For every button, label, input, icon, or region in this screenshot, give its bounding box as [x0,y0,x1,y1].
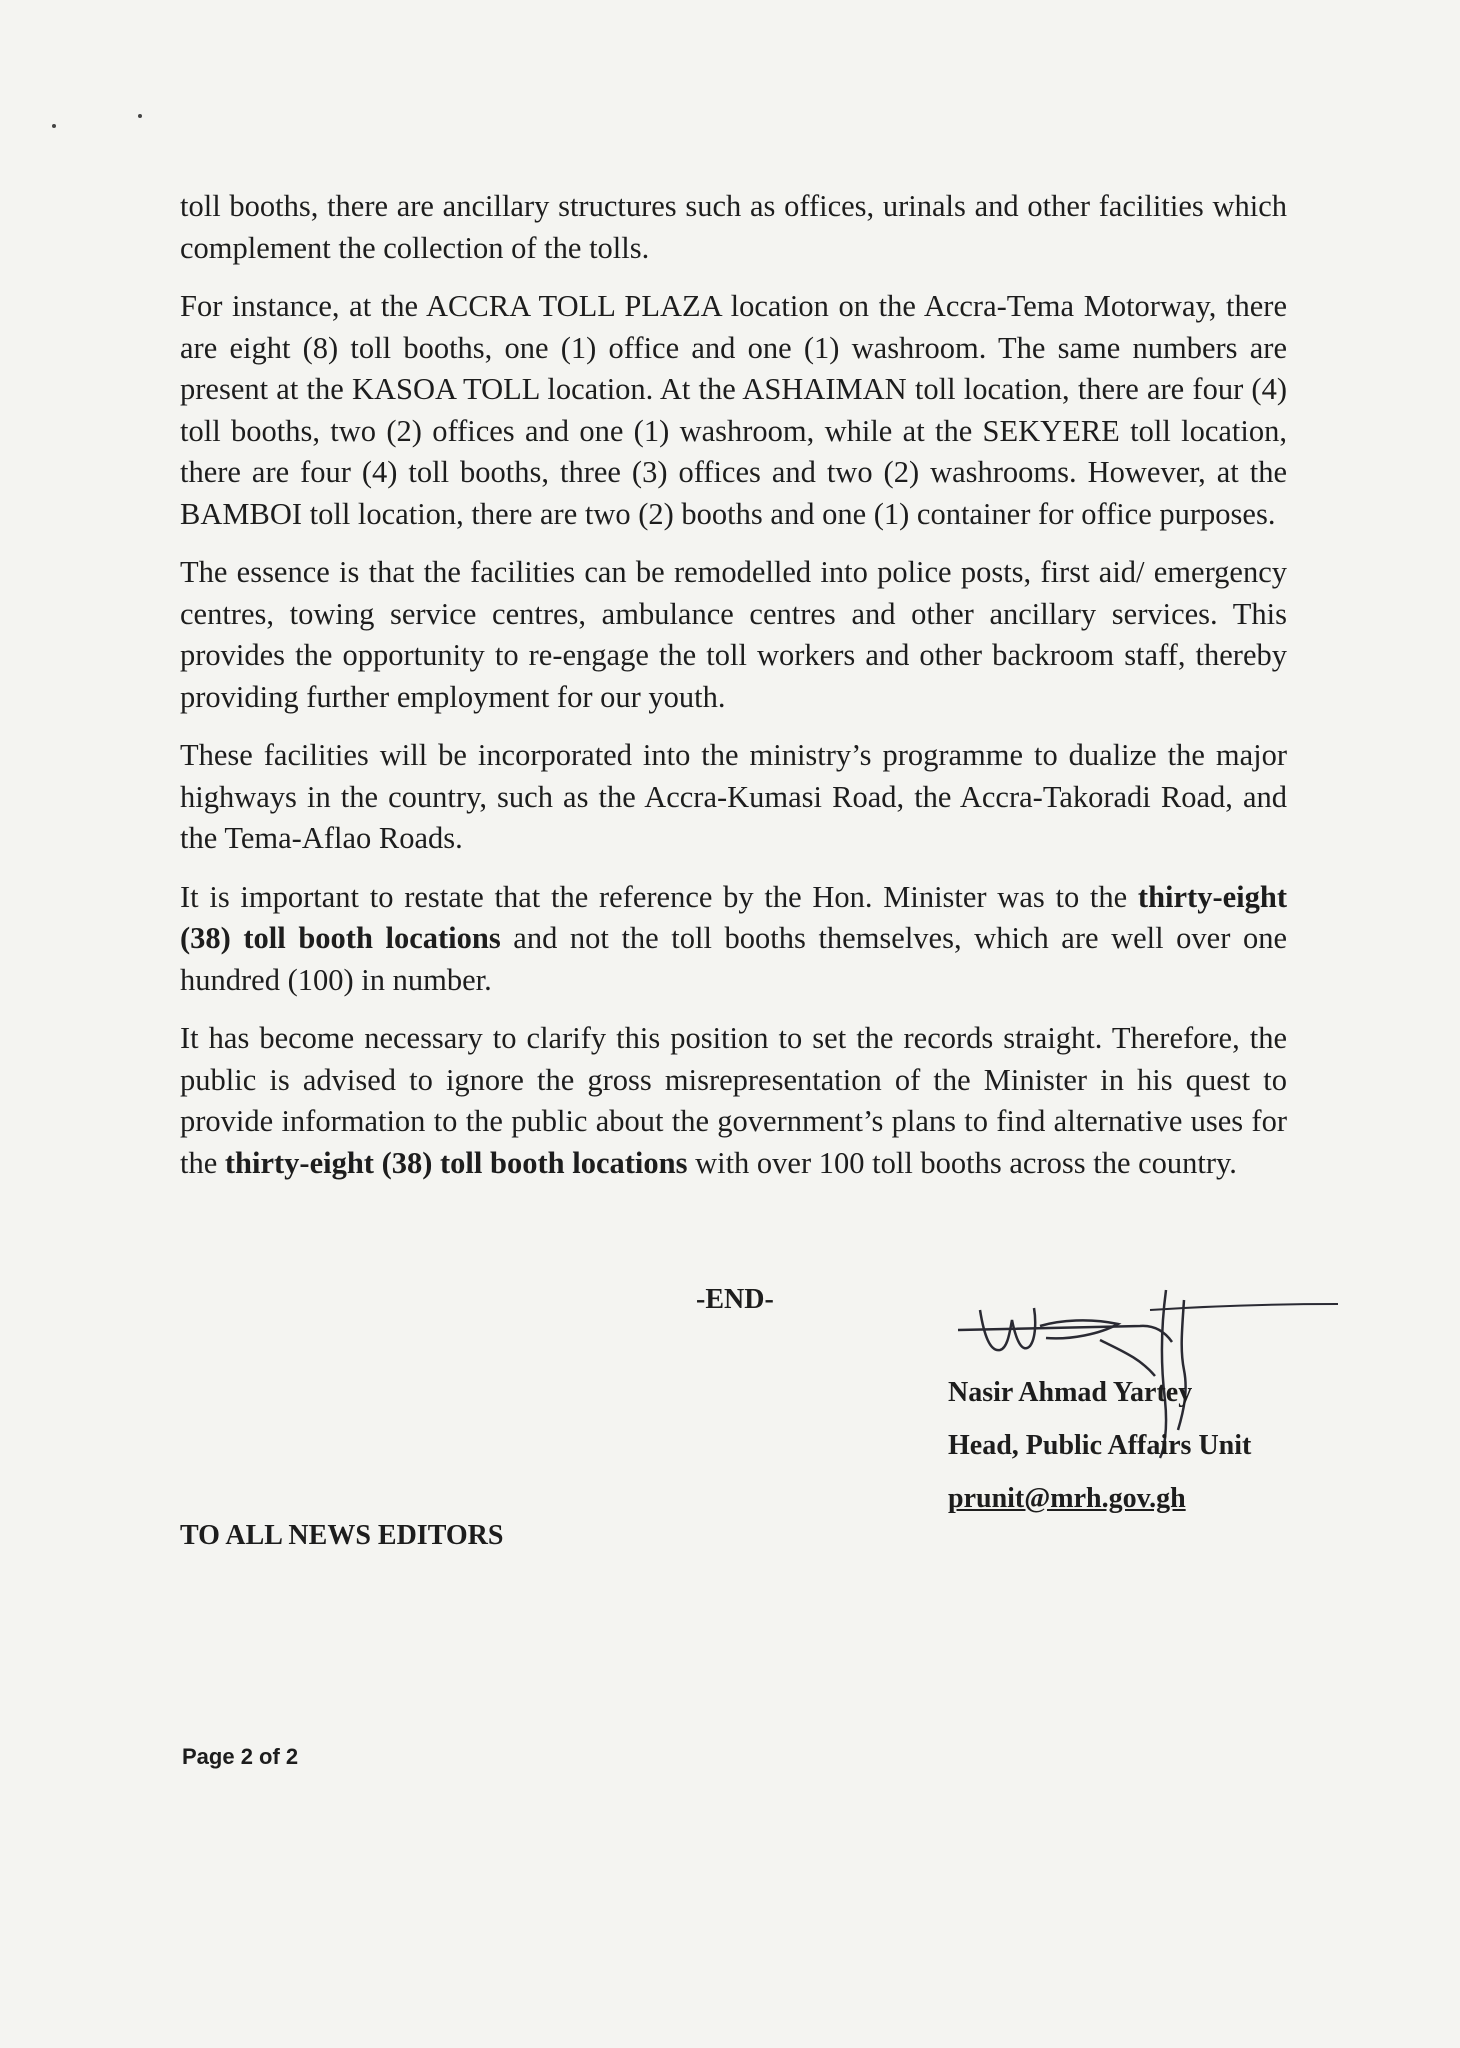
emphasized-text: thirty-eight (38) toll booth locations [180,879,1287,955]
paragraph-text: For instance, at the ACCRA TOLL PLAZA location on the Accra-Tema Motorway, there are eight (8) toll booths, one (1) office and one (1) washroom. The same numbers are present at the KASOA TOLL location. At the ASHAIMAN toll location, there are four (4) toll booths, two (2) offices and one (1) washroom, while at the SEKYERE toll location, there are four (4) toll booths, three (3) offices and two (2) washrooms. However, at the BAMBOI toll location, there are two (2) booths and one (1) container for office purposes. [180,289,1287,531]
end-marker: -END- [696,1284,774,1315]
signatory-title: Head, Public Affairs Unit [948,1430,1252,1461]
signatory-email-link[interactable]: prunit@mrh.gov.gh [948,1483,1186,1514]
scan-speck [52,124,56,128]
emphasized-text: thirty-eight (38) toll booth locations [224,1145,688,1180]
paragraph-text: It has become necessary to clarify this position to set the records straight. Therefore, the public is advised to ignore the gross misrepresentation of the Minister in his quest to provide information to the public about the government’s plans to find alternative uses for the [180,1021,1287,1180]
paragraph-text: It is important to restate that the reference by the Hon. Minister was to the [180,879,1138,914]
body-paragraph [180,552,1287,718]
signatory-block [948,1366,1251,1525]
paragraph-text: The essence is that the facilities can be remodelled into police posts, first aid/ emergency centres, towing service centres, ambulance centres and other ancillary services. This provides the opportunity to re-engage the toll workers and other backroom staff, thereby providing further employment for our youth. [180,555,1287,714]
page-number: Page 2 of 2 [182,1744,299,1769]
body-paragraph [180,735,1287,860]
paragraph-text: toll booths, there are ancillary structures such as offices, urinals and other facilities which complement the collection of the tolls. [180,189,1287,265]
body-paragraph [180,186,1287,269]
paragraph-text: with over 100 toll booths across the country. [687,1145,1237,1180]
scan-speck [138,114,142,118]
addressee-line: TO ALL NEWS EDITORS [180,1520,504,1551]
paragraph-text: These facilities will be incorporated into the ministry’s programme to dualize the major highways in the country, such as the Accra-Kumasi Road, the Accra-Takoradi Road, and the Tema-Aflao Roads. [180,738,1287,855]
signatory-name: Nasir Ahmad Yartey [948,1377,1193,1408]
press-release-body [180,186,1287,1201]
body-paragraph [180,286,1287,535]
paragraph-text: and not the toll booths themselves, which are well over one hundred (100) in number. [180,921,1287,997]
body-paragraph [180,1018,1287,1184]
body-paragraph [180,877,1287,1002]
